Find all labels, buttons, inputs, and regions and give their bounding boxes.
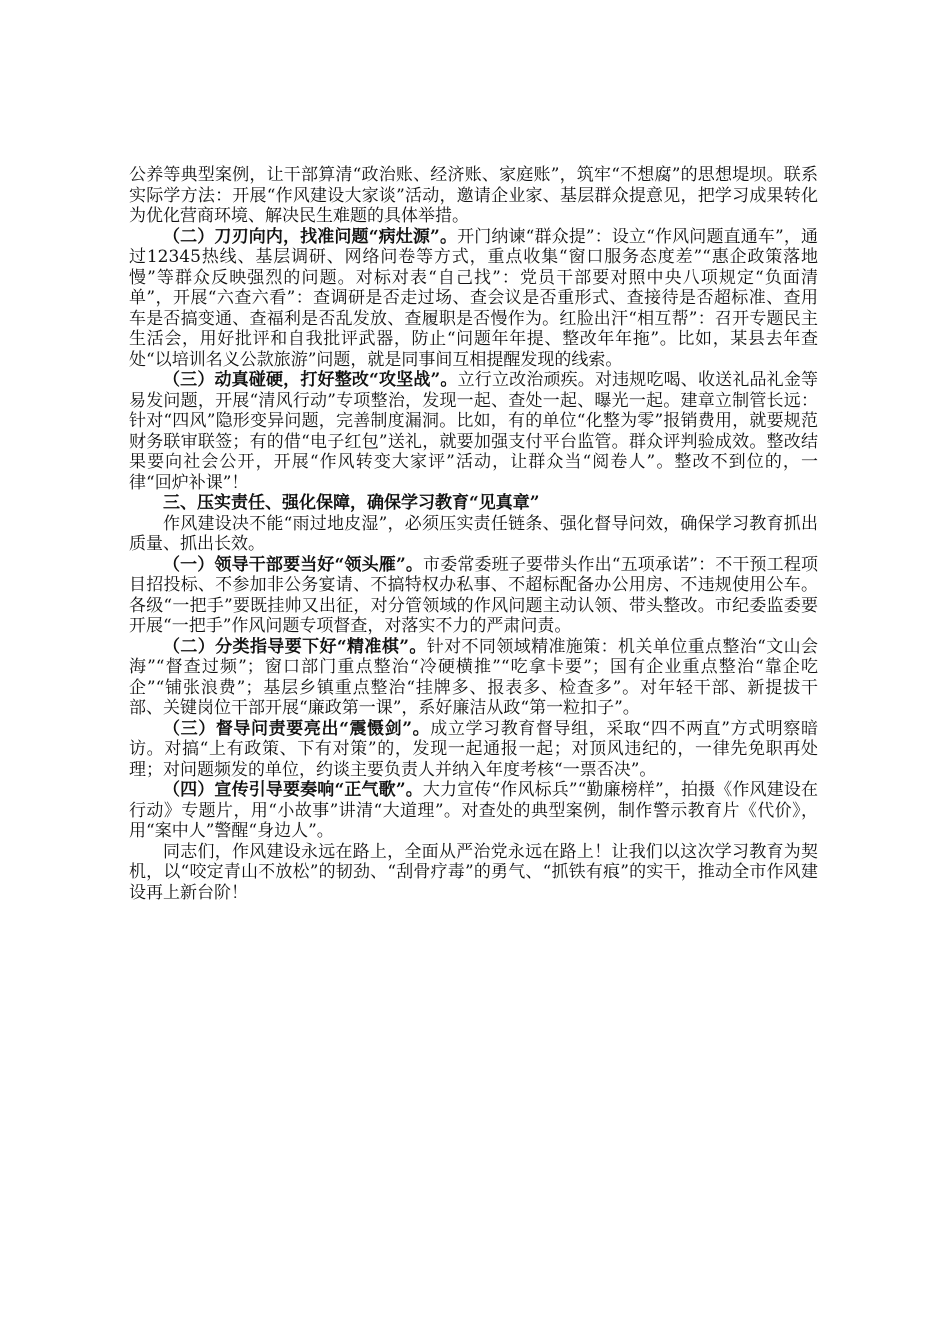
paragraph-3-text: 立行立改治顽疾。对违规吃喝、收送礼品礼金等易发问题，开展“清风行动”专项整治，发现一起、查处一起、曝光一起。建章立制管长远：针对“四风”隐形变异问题，完善制度漏洞。比如，有的单位“化整为零”报销费用，就要规范财务联审联签；有的借“电子红包”送礼，就要加强支付平台监管。群众评判验成效。整改结果要向社会公开，开展“作风转变大家评”活动，让群众当“阅卷人”。整改不到位的，一律“回炉补课”！: [129, 370, 818, 493]
paragraph-9-heading: （四）宣传引导要奏响“正气歌”。: [163, 780, 423, 800]
paragraph-10-text: 同志们，作风建设永远在路上，全面从严治党永远在路上！让我们以这次学习教育为契机，以“咬定青山不放松”的韧劲、“刮骨疗毒”的勇气、“抓铁有痕”的实干，推动全市作风建设再上新台阶！: [129, 841, 818, 903]
paragraph-10: [129, 842, 818, 904]
paragraph-6-heading: （一）领导干部要当好“领头雁”。: [163, 554, 424, 575]
paragraph-8-heading: （三）督导问责要亮出“震慑剑”。: [163, 718, 431, 739]
paragraph-7: [129, 637, 818, 719]
paragraph-2-text: 开门纳谏“群众提”：设立“作风问题直通车”，通过12345热线、基层调研、网络问卷等方式，重点收集“窗口服务态度差”“惠企政策落地慢”等群众反映强烈的问题。对标对表“自己找”：党员干部要对照中央八项规定“负面清单”，开展“六查六看”：查调研是否走过场、查会议是否重形式、查接待是否超标准、查用车是否搞变通、查福利是否乱发放、查履职是否慢作为。红脸出汗“相互帮”：召开专题民主生活会，用好批评和自我批评武器，防止“问题年年提、整改年年拖”。比如，某县去年查处“以培训名义公款旅游”问题，就是同事间互相提醒发现的线索。: [129, 226, 818, 370]
paragraph-6: [129, 555, 818, 637]
paragraph-5-text: 作风建设决不能“雨过地皮湿”，必须压实责任链条、强化督导问效，确保学习教育抓出质量、抓出长效。: [129, 513, 818, 554]
paragraph-9-text: 大力宣传“作风标兵”“勤廉榜样”，拍摄《作风建设在行动》专题片，用“小故事”讲清“大道理”。对查处的典型案例，制作警示教育片《代价》，用“案中人”警醒“身边人”。: [129, 780, 818, 841]
paragraph-8-text: 成立学习教育督导组，采取“四不两直”方式明察暗访。对搞“上有政策、下有对策”的，发现一起通报一起；对顶风违纪的，一律先免职再处理；对问题频发的单位，约谈主要负责人并纳入年度考核“一票否决”。: [129, 718, 818, 780]
document-page: [129, 165, 818, 903]
paragraph-5: [129, 514, 818, 555]
paragraph-1: [129, 165, 818, 227]
paragraph-3: [129, 370, 818, 493]
paragraph-2-heading: （二）刀刃向内，找准问题“病灶源”。: [163, 226, 458, 247]
section-3-heading: [129, 493, 818, 514]
paragraph-8: [129, 719, 818, 781]
paragraph-7-heading: （二）分类指导要下好“精准棋”。: [163, 636, 427, 657]
paragraph-6-text: 市委常委班子要带头作出“五项承诺”：不干预工程项目招投标、不参加非公务宴请、不搞特权办私事、不超标配备办公用房、不违规使用公车。各级“一把手”要既挂帅又出征，对分管领域的作风问题主动认领、带头整改。市纪委监委要开展“一把手”作风问题专项督查，对落实不力的严肃问责。: [129, 554, 818, 636]
paragraph-9: [129, 780, 818, 842]
paragraph-2: [129, 227, 818, 371]
paragraph-1-text: 公养等典型案例，让干部算清“政治账、经济账、家庭账”，筑牢“不想腐”的思想堤坝。联系实际学方法：开展“作风建设大家谈”活动，邀请企业家、基层群众提意见，把学习成果转化为优化营商环境、解决民生难题的具体举措。: [129, 165, 818, 226]
paragraph-7-text: 针对不同领域精准施策：机关单位重点整治“文山会海”“督查过频”；窗口部门重点整治“冷硬横推”“吃拿卡要”；国有企业重点整治“靠企吃企”“铺张浪费”；基层乡镇重点整治“挂牌多、报表多、检查多”。对年轻干部、新提拔干部、关键岗位干部开展“廉政第一课”，系好廉洁从政“第一粒扣子”。: [129, 636, 818, 718]
section-3-title: 三、压实责任、强化保障，确保学习教育“见真章”: [163, 493, 540, 513]
paragraph-3-heading: （三）动真碰硬，打好整改“攻坚战”。: [163, 370, 458, 390]
